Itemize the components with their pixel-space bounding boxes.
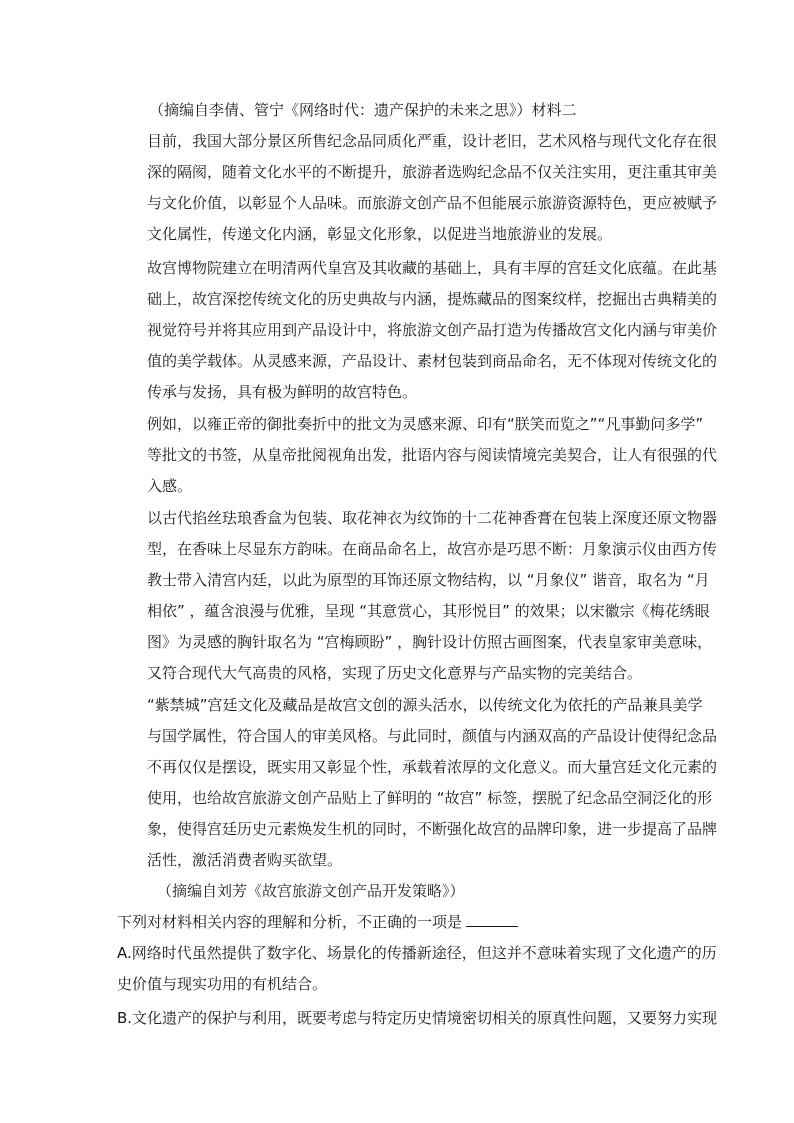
paragraph-line: 目前，我国大部分景区所售纪念品同质化严重，设计老旧，艺术风格与现代文化存在很 bbox=[147, 132, 718, 150]
option-b-line: B.文化遗产的保护与利用，既要考虑与特定历史情境密切相关的原真性问题，又要努力实现 bbox=[117, 1009, 718, 1027]
paragraph-line: 图》为灵感的胸针取名为 “宫梅顾盼” ，胸针设计仿照古画图案，代表皇家审美意味， bbox=[147, 633, 713, 651]
paragraph-line: 等批文的书签，从皇帝批阅视角出发，批语内容与阅读情境完美契合，让人有很强的代 bbox=[147, 446, 718, 464]
question-text: 下列对材料相关内容的理解和分析，不正确的一项是 bbox=[117, 913, 463, 931]
paragraph-line: 故宫博物院建立在明清两代皇宫及其收藏的基础上，具有丰厚的宫廷文化底蕴。在此基 bbox=[147, 259, 718, 277]
paragraph-line: 型，在香味上尽显东方韵味。在商品命名上，故宫亦是巧思不断：月象演示仪由西方传 bbox=[147, 540, 718, 558]
paragraph-line: 象，使得宫廷历史元素焕发生机的同时，不断强化故宫的品牌印象，进一步提高了品牌 bbox=[147, 820, 718, 838]
paragraph-line: 与文化价值，以彰显个人品味。而旅游文创产品不但能展示旅游资源特色，更应被赋予 bbox=[147, 194, 718, 212]
option-a-line: 史价值与现实功用的有机结合。 bbox=[117, 975, 328, 993]
paragraph-line: 值的美学载体。从灵感来源，产品设计、素材包装到商品命名，无不体现对传统文化的 bbox=[147, 352, 718, 370]
paragraph-line: 又符合现代大气高贵的风格，实现了历史文化意界与产品实物的完美结合。 bbox=[147, 664, 643, 682]
paragraph-line: 相依” ，蕴含浪漫与优雅，呈现 “其意赏心，其形悦目” 的效果；以宋徽宗《梅花绣眼 bbox=[147, 602, 710, 620]
paragraph-line: “紫禁城”宫廷文化及藏品是故宫文创的源头活水，以传统文化为依托的产品兼具美学 bbox=[147, 696, 703, 714]
paragraph-line: 使用，也给故宫旅游文创产品贴上了鲜明的 “故宫” 标签，摆脱了纪念品空洞泛化的形 bbox=[147, 789, 713, 807]
paragraph-line: 与国学属性，符合国人的审美风格。与此同时，颜值与内涵双高的产品设计使得纪念品 bbox=[147, 727, 718, 745]
question-stem bbox=[117, 912, 518, 932]
answer-blank[interactable] bbox=[466, 912, 518, 927]
option-a-line: A.网络时代虽然提供了数字化、场景化的传播新途径，但这并不意味着实现了文化遗产的历 bbox=[117, 944, 717, 962]
source-note-2: （摘编自刘芳《故宫旅游文创产品开发策略》） bbox=[157, 882, 465, 900]
paragraph-line: 视觉符号并将其应用到产品设计中，将旅游文创产品打造为传播故宫文化内涵与审美价 bbox=[147, 321, 718, 339]
source-note-1: （摘编自李倩、管宁《网络时代：遗产保护的未来之思》）材料二 bbox=[149, 101, 577, 119]
paragraph-line: 例如，以雍正帝的御批奏折中的批文为灵感来源、印有“朕笑而览之”“凡事勤问多学” bbox=[147, 415, 704, 433]
paragraph-line: 文化属性，传递文化内涵，彰显文化形象，以促进当地旅游业的发展。 bbox=[147, 225, 613, 243]
paragraph-line: 以古代掐丝珐琅香盒为包装、取花神衣为纹饰的十二花神香膏在包装上深度还原文物器 bbox=[147, 509, 718, 527]
paragraph-line: 础上，故宫深挖传统文化的历史典故与内涵，提炼藏品的图案纹样，挖掘出古典精美的 bbox=[147, 290, 718, 308]
paragraph-line: 深的隔阂，随着文化水平的不断提升，旅游者选购纪念品不仅关注实用，更注重其审美 bbox=[147, 163, 718, 181]
paragraph-line: 传承与发扬，具有极为鲜明的故宫特色。 bbox=[147, 383, 418, 401]
paragraph-line: 教士带入清宫内廷，以此为原型的耳饰还原文物结构，以 “月象仪” 谐音，取名为 “月 bbox=[147, 571, 710, 589]
paragraph-line: 入感。 bbox=[147, 477, 193, 495]
paragraph-line: 活性，激活消费者购买欲望。 bbox=[147, 851, 343, 869]
paragraph-line: 不再仅仅是摆设，既实用又彰显个性，承载着浓厚的文化意义。而大量宫廷文化元素的 bbox=[147, 758, 718, 776]
